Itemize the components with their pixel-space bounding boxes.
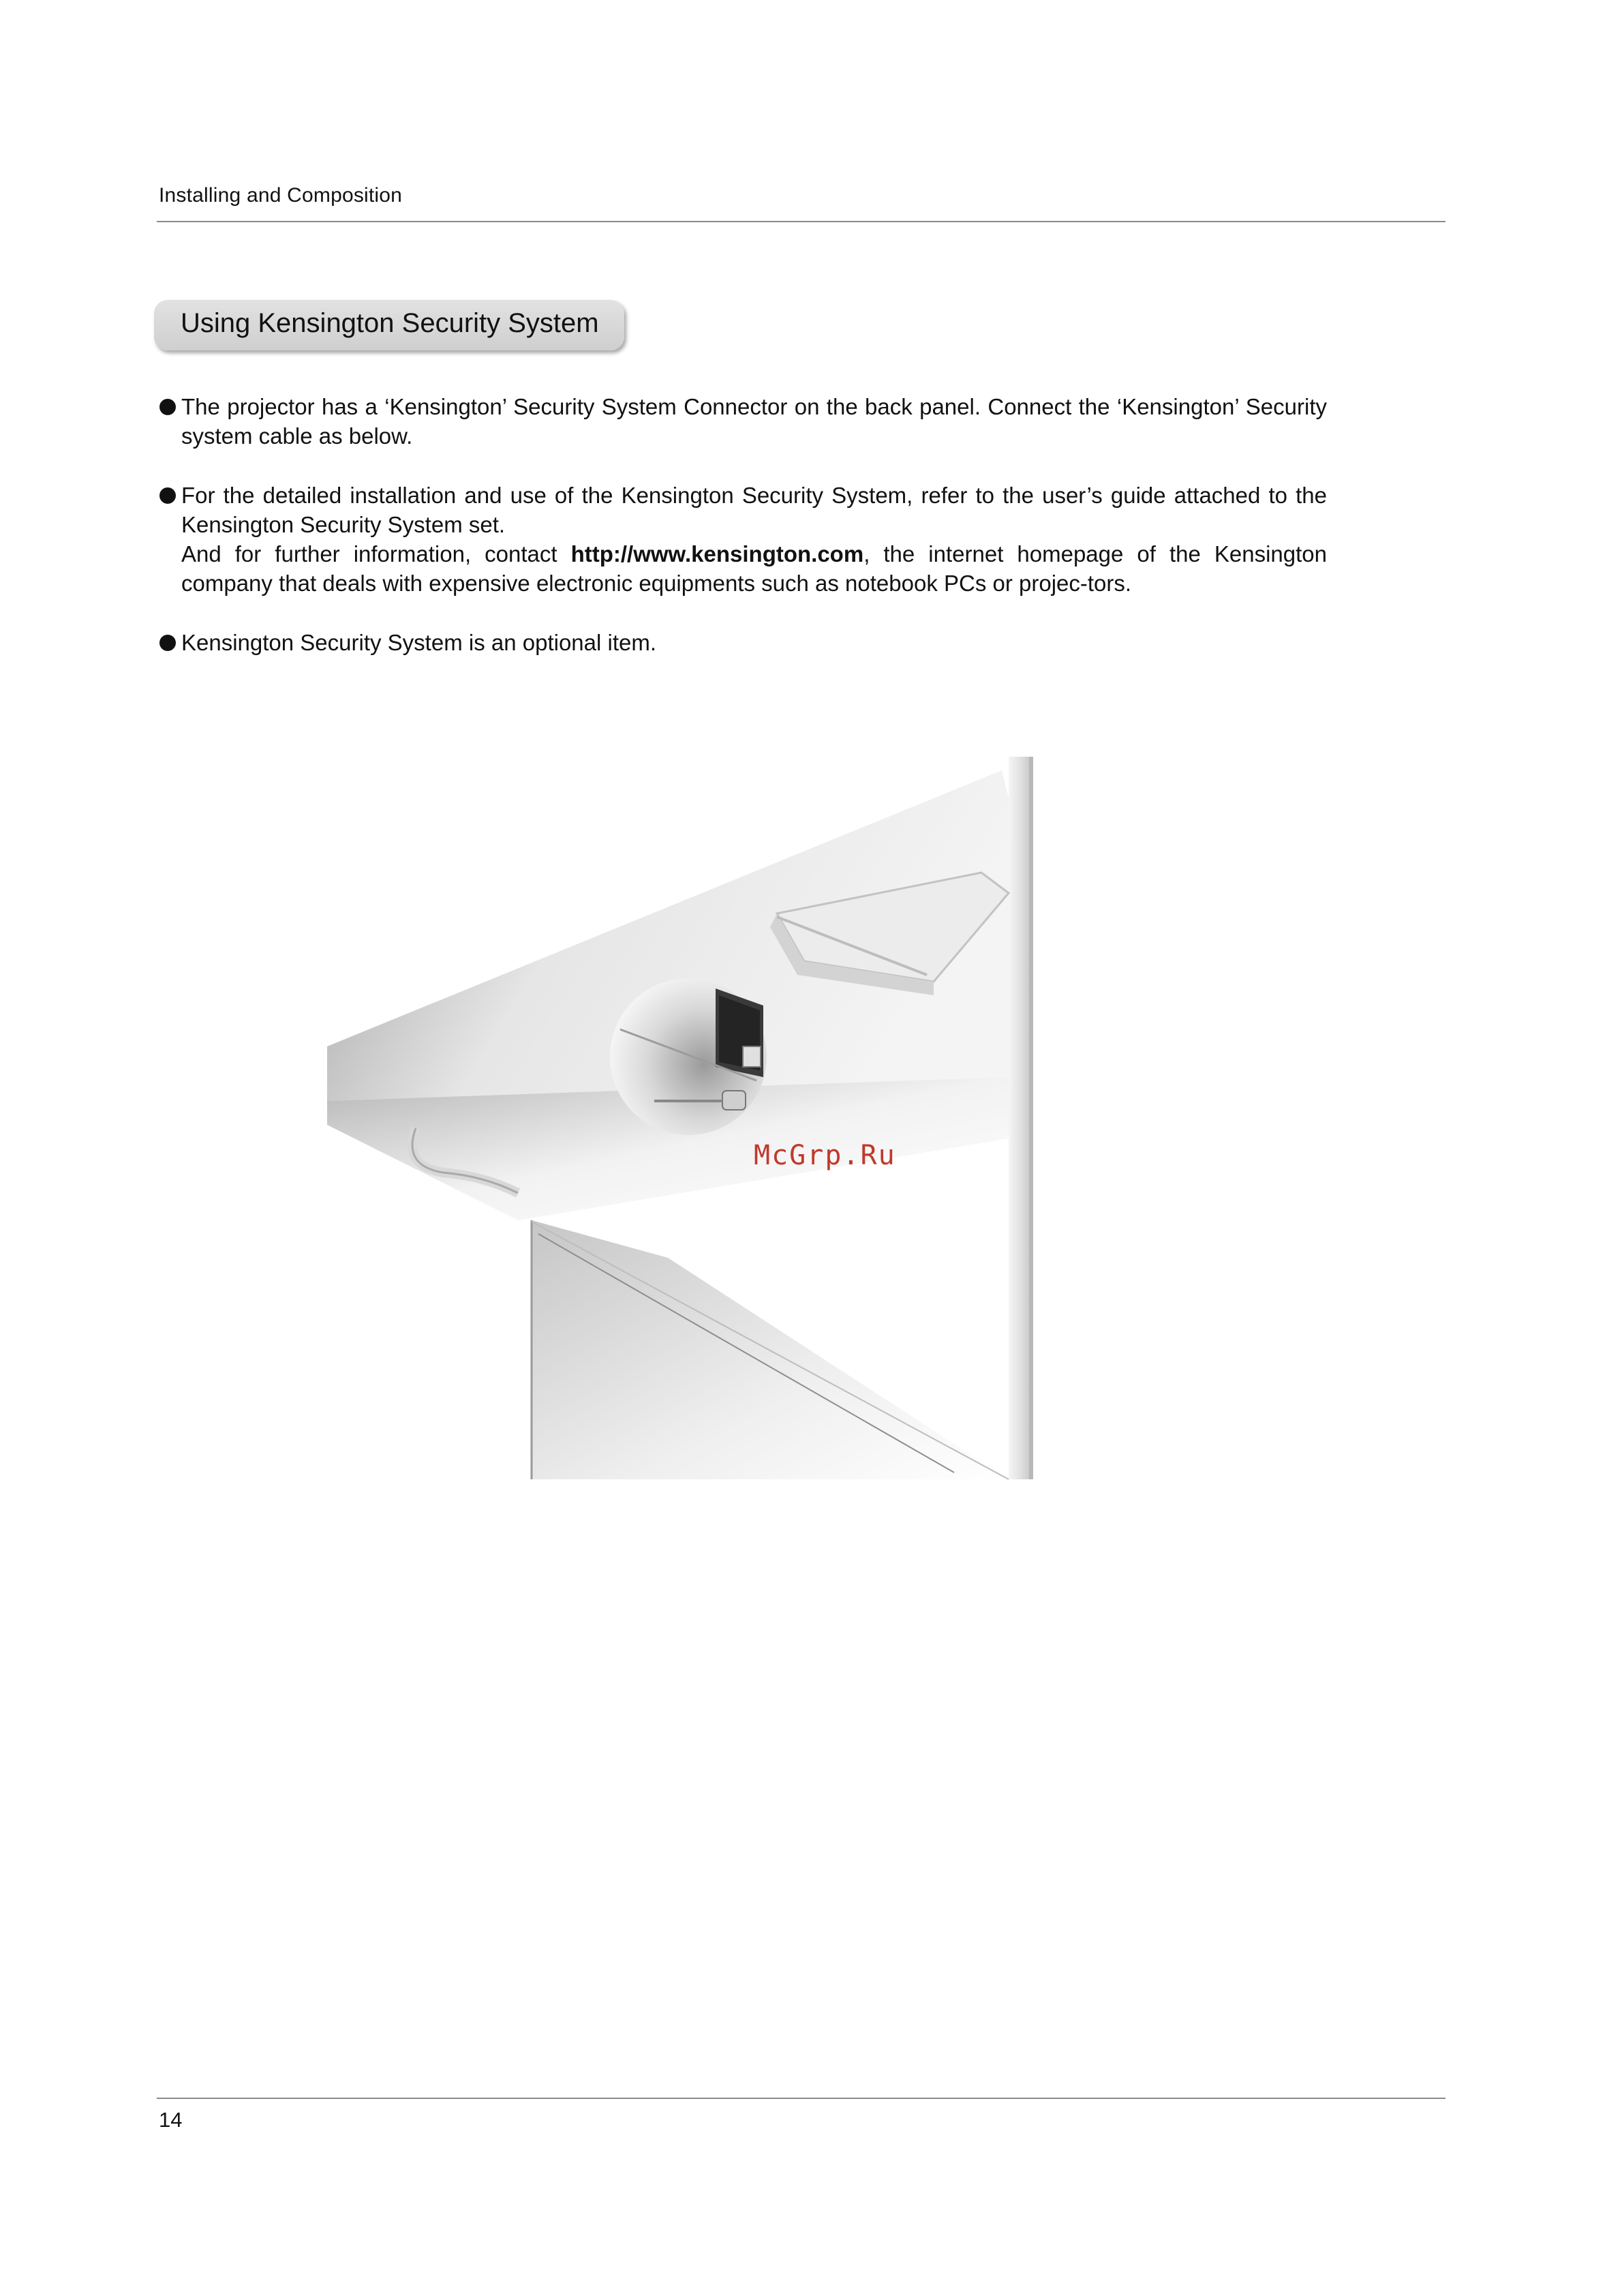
kensington-url-link[interactable]: http://www.kensington.com: [570, 541, 864, 567]
bullet-dot-icon: [159, 635, 176, 651]
bullet-continuation: [181, 539, 1327, 598]
bullet-text: Kensington Security System is an optional item.: [181, 630, 657, 655]
body-text: [158, 392, 1327, 687]
stand-post: [1009, 757, 1030, 1479]
bullet-dot-icon: [159, 399, 176, 415]
header-rule: [157, 221, 1445, 222]
watermark-text: McGrp.Ru: [754, 1140, 896, 1171]
bullet-text: For the detailed installation and use of the Kensington Security System, refer to the user’s guide attached to the Kensington Security System set.: [181, 483, 1327, 537]
projector-kensington-illustration: [327, 757, 1077, 1486]
bullet-dot-icon: [159, 487, 176, 504]
bullet-item: [158, 628, 1327, 657]
running-header: Installing and Composition: [159, 184, 403, 207]
footer-rule: [157, 2098, 1445, 2099]
section-title: Using Kensington Security System: [181, 308, 599, 338]
bullet-item: [158, 392, 1327, 451]
page-number: 14: [159, 2108, 183, 2132]
bullet-text: The projector has a ‘Kensington’ Security System Connector on the back panel. Connect the ‘Kensington’ Security system cable as below.: [181, 394, 1327, 449]
continuation-after: , the internet homepage of the Kensington company that deals with expensive electronic equipments such as notebook PCs or projec-tors.: [181, 541, 1327, 596]
bullet-item: [158, 481, 1327, 598]
continuation-before: And for further information, contact: [181, 541, 571, 567]
